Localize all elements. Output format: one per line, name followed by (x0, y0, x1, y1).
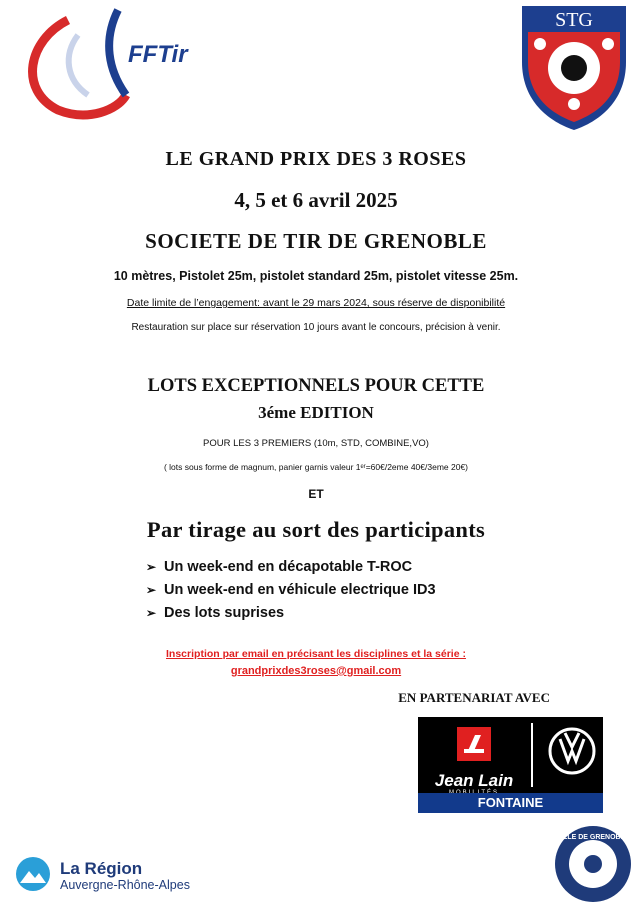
inscription-text: Inscription par email en précisant les disciplines et la série : (166, 648, 466, 660)
tirage-heading: Par tirage au sort des participants (146, 517, 486, 542)
fftir-light-swoosh (69, 35, 88, 95)
vw-logo-icon (548, 727, 596, 775)
et-text: ET (308, 487, 324, 501)
divider (531, 723, 533, 787)
region-name: La Région (60, 859, 143, 878)
rose-icon (584, 855, 602, 873)
club-name: SOCIETE DE TIR DE GRENOBLE (145, 229, 487, 253)
rose-emblem-right (602, 38, 614, 50)
edition-heading: 3éme EDITION (258, 403, 374, 422)
event-dates: 4, 5 et 6 avril 2025 (234, 188, 398, 212)
grenoble-city-logo (552, 823, 632, 905)
event-title: LE GRAND PRIX DES 3 ROSES (165, 148, 467, 170)
region-mountain-icon (14, 855, 52, 895)
list-item (146, 556, 436, 579)
email-link[interactable]: grandprixdes3roses@gmail.com (230, 665, 402, 677)
list-item (146, 602, 436, 625)
prize-label: Des lots suprises (164, 605, 285, 621)
region-subname: Auvergne-Rhône-Alpes (60, 878, 190, 892)
target-bullseye (561, 55, 587, 81)
fftir-logo (8, 0, 208, 125)
partnership-heading: EN PARTENARIAT AVEC (398, 690, 550, 705)
list-item (146, 579, 436, 602)
jeanlain-logo (418, 717, 603, 813)
rose-emblem-left (534, 38, 546, 50)
jeanlain-name: Jean Lain (434, 771, 514, 790)
stg-letters: STG (555, 9, 593, 31)
location-bar (418, 793, 603, 813)
jeanlain-emblem-icon (455, 725, 493, 763)
fftir-wordmark: FFTir (128, 41, 188, 68)
arrow-bullet-icon: ➢ (146, 560, 157, 574)
premiers-text: POUR LES 3 PREMIERS (10m, STD, COMBINE,VO) (203, 438, 429, 449)
jeanlain-location: FONTAINE (477, 795, 544, 810)
prize-label: Un week-end en véhicule electrique ID3 (164, 582, 436, 598)
disciplines-text: 10 mètres, Pistolet 25m, pistolet standard 25m, pistolet vitesse 25m. (113, 269, 519, 283)
grenoble-text: VILLE DE GRENOBLE (556, 834, 630, 841)
lots-detail-text: ( lots sous forme de magnum, panier garnis valeur 1ᵉʳ=60€/2eme 40€/3eme 20€) (163, 462, 469, 472)
stg-crest-logo (518, 2, 630, 132)
restauration-text: Restauration sur place sur réservation 10 jours avant le concours, précision à venir. (131, 322, 501, 333)
arrow-bullet-icon: ➢ (146, 583, 157, 597)
prize-label: Un week-end en décapotable T-ROC (164, 559, 413, 575)
prize-list (146, 556, 436, 625)
lots-heading: LOTS EXCEPTIONNELS POUR CETTE (147, 376, 485, 396)
rose-emblem-bottom (568, 98, 580, 110)
arrow-bullet-icon: ➢ (146, 606, 157, 620)
fftir-blue-swoosh (109, 10, 126, 95)
deadline-text: Date limite de l’engagement: avant le 29 mars 2024, sous réserve de disponibilité (126, 297, 506, 309)
